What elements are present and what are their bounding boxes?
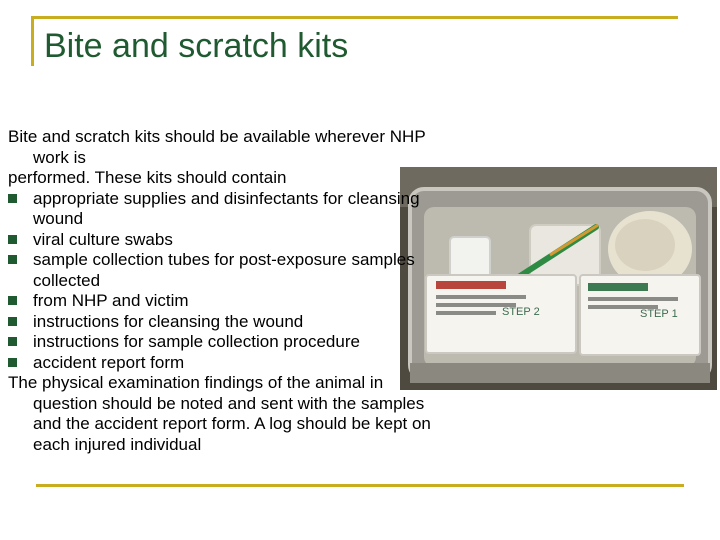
bottom-rule <box>36 484 684 487</box>
bullet-item <box>8 353 438 374</box>
photo-packet-label-step2: STEP 2 <box>502 306 540 318</box>
square-bullet-icon <box>8 317 17 326</box>
bite-kit-photo <box>400 167 717 390</box>
slide-title: Bite and scratch kits <box>44 27 349 65</box>
square-bullet-icon <box>8 296 17 305</box>
title-frame-left-rule <box>31 16 34 66</box>
bullet-text: instructions for sample collection procedure <box>33 332 360 351</box>
bullet-item <box>8 230 438 251</box>
bite-kit-photo-illustration <box>400 167 717 390</box>
square-bullet-icon <box>8 194 17 203</box>
photo-packet-label-step1: STEP 1 <box>640 308 678 320</box>
bullet-text: from NHP and victim <box>33 291 189 310</box>
bullet-text: sample collection tubes for post-exposure samples collected <box>33 250 415 290</box>
slide-body <box>8 127 438 455</box>
bullet-text: instructions for cleansing the wound <box>33 311 304 331</box>
title-frame-top-rule <box>31 16 678 19</box>
intro-line-1: Bite and scratch kits should be available wherever NHP work is <box>8 127 426 167</box>
square-bullet-icon <box>8 235 17 244</box>
bullet-text: accident report form <box>33 352 185 372</box>
bullet-text: appropriate supplies and disinfectants for cleansing wound <box>33 188 420 228</box>
bullet-item <box>8 291 438 312</box>
bullet-text: viral culture swabs <box>33 229 173 249</box>
bullet-item <box>8 332 438 353</box>
bullet-item <box>8 250 438 291</box>
square-bullet-icon <box>8 255 17 264</box>
closing-paragraph: The physical examination findings of the animal in question should be noted and sent with the samples and the accident report form. A log should be kept on each injured individual <box>8 373 431 454</box>
intro-line-2: performed. These kits should contain <box>8 168 287 187</box>
bullet-item <box>8 189 438 230</box>
square-bullet-icon <box>8 337 17 346</box>
square-bullet-icon <box>8 358 17 367</box>
bullet-item <box>8 312 438 333</box>
